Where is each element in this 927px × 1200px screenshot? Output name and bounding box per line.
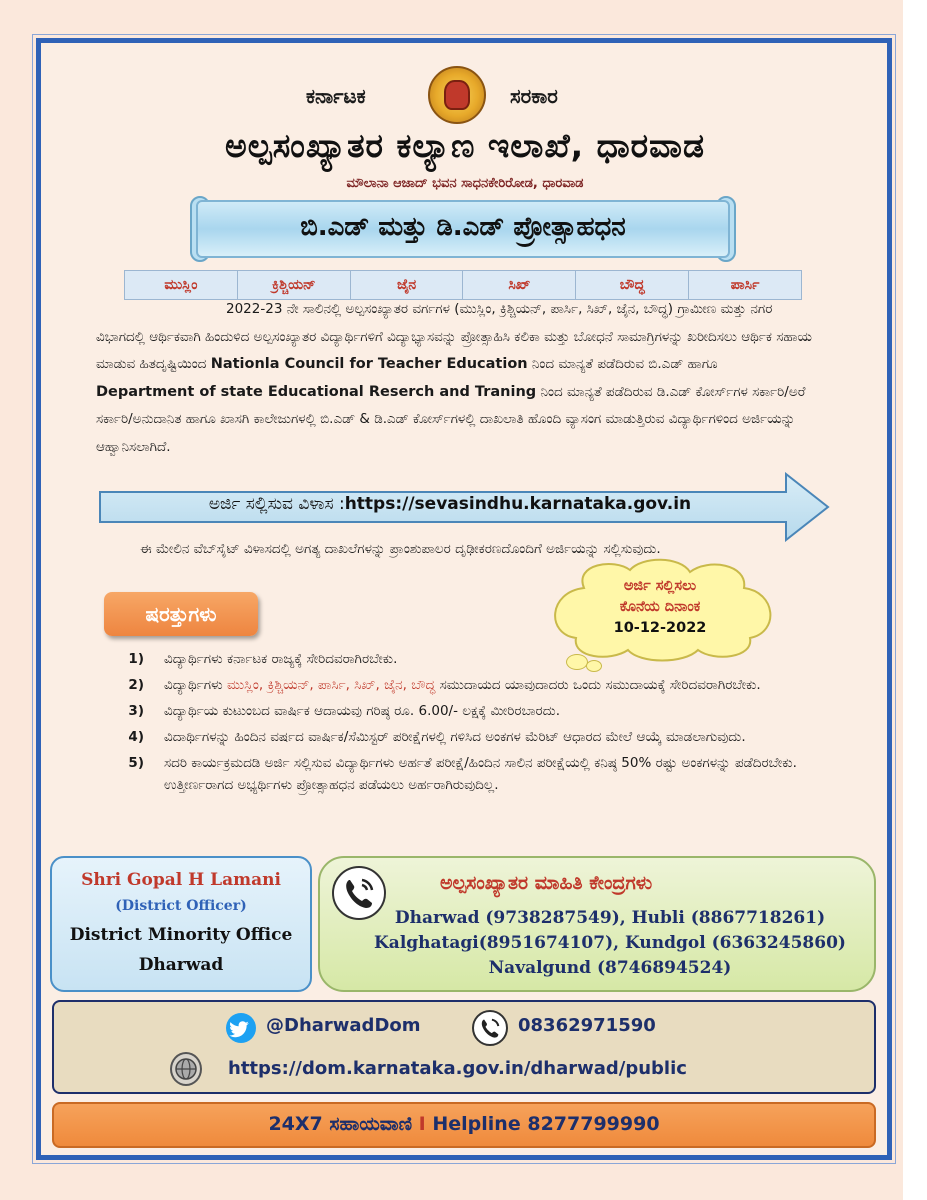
info-contacts-line3: Navalgund (8746894524) — [488, 958, 732, 978]
apply-label: ಅರ್ಜಿ ಸಲ್ಲಿಸುವ ವಿಳಾಸ : — [208, 494, 345, 514]
phone-icon — [472, 1010, 508, 1046]
deadline-date: 10-12-2022 — [613, 620, 707, 636]
department-address: ಮೌಲಾನಾ ಆಜಾದ್ ಭವನ ಸಾಧನಕೇರಿರೋಡ, ಧಾರವಾಡ — [346, 176, 584, 191]
helpline-separator: I — [418, 1113, 426, 1135]
deadline-line2: ಕೊನೆಯ ದಿನಾಂಕ — [619, 599, 701, 615]
apply-url-link[interactable]: https://sevasindhu.karnataka.gov.in — [344, 494, 692, 514]
condition-number: 2) — [128, 677, 144, 693]
condition-item — [104, 752, 824, 796]
intro-council: Nationla Council for Teacher Education — [210, 356, 528, 372]
submission-note: ಈ ಮೇಲಿನ ವೆಬ್‌ಸೈಟ್ ವಿಳಾಸದಲ್ಲಿ ಅಗತ್ಯ ದಾಖಲೆಗಳನ್ನು ಪ್ರಾಂಶುಪಾಲರ ದೃಢೀಕರಣದೊಂದಿಗೆ ಅರ್ಜಿಯನ್ನು ಸಲ್ಲಿಸುವುದು. — [140, 541, 661, 557]
officer-title: (District Officer) — [115, 898, 247, 914]
twitter-handle-link[interactable]: @DharwadDom — [266, 1015, 421, 1036]
office-phone-link[interactable]: 08362971590 — [518, 1015, 656, 1036]
community-muslim: ಮುಸ್ಲಿಂ — [125, 271, 238, 299]
community-sikh: ಸಿಖ್ — [463, 271, 576, 299]
scheme-title: ಬಿ.ಎಡ್ ಮತ್ತು ಡಿ.ಎಡ್ ಪ್ರೋತ್ಸಾಹಧನ — [300, 212, 626, 242]
intro-text-3: ನಿಂದ ಮಾನ್ಯತೆ ಪಡೆದಿರುವ ಡಿ.ಎಡ್ ಕೋರ್ಸ್‌ಗಳ ಸರ್ಕಾರಿ/ಅರೆ ಸರ್ಕಾರಿ/ಅನುದಾನಿತ ಹಾಗೂ ಖಾಸಗಿ ಕಾಲೇಜುಗಳಲ್ಲಿ ಬಿ.ಎಡ್ & ಡಿ.ಎಡ್ ಕೋರ್ಸ್‌ಗಳಲ್ಲಿ ದಾಖಲಾತಿ ಹೊಂದಿ ವ್ಯಾಸಂಗ ಮಾಡುತ್ತಿರುವ ವಿದ್ಯಾರ್ಥಿಗಳಿಂದ ಅರ್ಜಿಯನ್ನು ಆಹ್ವಾನಿಸಲಾಗಿದೆ. — [96, 383, 806, 455]
condition-item — [104, 700, 824, 722]
community-parsi: ಪಾರ್ಸಿ — [730, 277, 760, 293]
state-label: ಕರ್ನಾಟಕ — [306, 84, 366, 108]
info-centres-title: ಅಲ್ಪಸಂಖ್ಯಾತರ ಮಾಹಿತಿ ಕೇಂದ್ರಗಳು — [440, 872, 653, 894]
intro-dsert: Department of state Educational Reserch and Traning — [96, 383, 537, 400]
info-centres-contacts — [350, 906, 870, 981]
condition-item — [104, 726, 824, 748]
department-title: ಅಲ್ಪಸಂಖ್ಯಾತರ ಕಲ್ಯಾಣ ಇಲಾಖೆ, ಧಾರವಾಡ — [225, 126, 705, 165]
community-christian: ಕ್ರಿಶ್ಚಿಯನ್ — [238, 271, 351, 299]
deadline-text — [560, 576, 760, 639]
government-label: ಸರಕಾರ — [510, 84, 558, 108]
office-name — [50, 920, 312, 980]
conditions-list — [104, 648, 824, 800]
helpline-label: Helpline — [432, 1113, 521, 1135]
deadline-line1: ಅರ್ಜಿ ಸಲ್ಲಿಸಲು — [623, 578, 697, 594]
intro-text-2: ನಿಂದ ಮಾನ್ಯತೆ ಪಡೆದಿರುವ ಬಿ.ಎಡ್ ಹಾಗೂ — [531, 356, 718, 372]
condition-text: ಸದರಿ ಕಾರ್ಯಕ್ರಮದಡಿ ಅರ್ಜಿ ಸಲ್ಲಿಸುವ ವಿದ್ಯಾರ್ಥಿಗಳು ಅರ್ಹತೆ ಪರೀಕ್ಷೆ/ಹಿಂದಿನ ಸಾಲಿನ ಪರೀಕ್ಷೆಯಲ್ಲಿ ಕನಿಷ್ಠ 50% ರಷ್ಟು ಅಂಕಗಳನ್ನು ಪಡೆದಿರಬೇಕು. ಉತ್ತೀರ್ಣರಾಗದ ಅಭ್ಯರ್ಥಿಗಳು ಪ್ರೋತ್ಸಾಹಧನ ಪಡೆಯಲು ಅರ್ಹರಾಗಿರುವುದಿಲ್ಲ. — [164, 755, 797, 793]
community-buddhist: ಬೌದ್ಧ — [576, 271, 689, 299]
condition-number: 5) — [128, 755, 144, 771]
officer-name: Shri Gopal H Lamani — [81, 870, 281, 890]
condition-text: ವಿದ್ಯಾರ್ಥಿಯ ಕುಟುಂಬದ ವಾರ್ಷಿಕ ಆದಾಯವು ಗರಿಷ್ಠ ರೂ. 6.00/- ಲಕ್ಷಕ್ಕೆ ಮೀರಿರಬಾರದು. — [164, 703, 561, 719]
condition-item — [104, 674, 824, 696]
info-contacts-line2: Kalghatagi(8951674107), Kundgol (6363245860) — [374, 933, 846, 953]
intro-paragraph — [96, 296, 820, 461]
condition-number: 3) — [128, 703, 144, 719]
twitter-icon — [226, 1013, 256, 1043]
karnataka-emblem-icon — [428, 66, 486, 124]
condition-communities: ಮುಸ್ಲಿಂ, ಕ್ರಿಶ್ಚಿಯನ್, ಪಾರ್ಸಿ, ಸಿಖ್, ಜೈನ, ಬೌದ್ಧ — [227, 677, 436, 693]
helpline-number[interactable]: 8277799990 — [527, 1113, 660, 1135]
intro-text-1: 2022-23 ನೇ ಸಾಲಿನಲ್ಲಿ ಅಲ್ಪಸಂಖ್ಯಾತರ ವರ್ಗಗಳ (ಮುಸ್ಲಿಂ, ಕ್ರಿಶ್ಚಿಯನ್, ಪಾರ್ಸಿ, ಸಿಖ್, ಜೈನ, ಬೌದ್ಧ) ಗ್ರಾಮೀಣ ಮತ್ತು ನಗರ ವಿಭಾಗದಲ್ಲಿ ಆರ್ಥಿಕವಾಗಿ ಹಿಂದುಳಿದ ಅಲ್ಪಸಂಖ್ಯಾತರ ವಿದ್ಯಾರ್ಥಿಗಳಿಗೆ ವಿದ್ಯಾಭ್ಯಾಸವನ್ನು ಪ್ರೋತ್ಸಾಹಿಸಿ ಕಲಿಕಾ ಮತ್ತು ಬೋಧನೆ ಸಾಮಾಗ್ರಿಗಳನ್ನು ಖರೀದಿಸಲು ಆರ್ಥಿಕ ಸಹಾಯ ಮಾಡುವ ಹಿತದೃಷ್ಟಿಯಿಂದ — [96, 301, 812, 372]
condition-item — [104, 648, 824, 670]
office-line2: Dharwad — [138, 955, 224, 975]
globe-icon — [170, 1052, 202, 1086]
conditions-heading: ಷರತ್ತುಗಳು — [104, 592, 258, 636]
helpline-kannada: 24X7 ಸಹಾಯವಾಣಿ — [268, 1113, 413, 1135]
community-jain: ಜೈನ — [351, 271, 464, 299]
info-contacts-line1: Dharwad (9738287549), Hubli (8867718261) — [394, 908, 826, 928]
condition-text: ವಿದ್ಯಾರ್ಥಿಗಳು ಕರ್ನಾಟಕ ರಾಜ್ಯಕ್ಕೆ ಸೇರಿದವರಾಗಿರಬೇಕು. — [164, 651, 398, 667]
condition-text-post: ಸಮುದಾಯದ ಯಾವುದಾದರು ಒಂದು ಸಮುದಾಯಕ್ಕೆ ಸೇರಿದವರಾಗಿರಬೇಕು. — [439, 677, 761, 693]
office-line1: District Minority Office — [69, 925, 293, 945]
condition-number: 4) — [128, 729, 144, 745]
condition-number: 1) — [128, 651, 144, 667]
apply-address — [150, 494, 750, 514]
website-link[interactable]: https://dom.karnataka.gov.in/dharwad/public — [228, 1058, 687, 1079]
condition-text-pre: ವಿದ್ಯಾರ್ಥಿಗಳು — [164, 677, 223, 693]
condition-text: ವಿದಾರ್ಥಿಗಳನ್ನು ಹಿಂದಿನ ವರ್ಷದ ವಾರ್ಷಿಕ/ಸೆಮಿಸ್ಟರ್ ಪರೀಕ್ಷೆಗಳಲ್ಲಿ ಗಳಿಸಿದ ಅಂಕಗಳ ಮೆರಿಟ್ ಆಧಾರದ ಮೇಲೆ ಆಯ್ಕೆ ಮಾಡಲಾಗುವುದು. — [164, 729, 746, 745]
helpline-text — [52, 1113, 876, 1135]
